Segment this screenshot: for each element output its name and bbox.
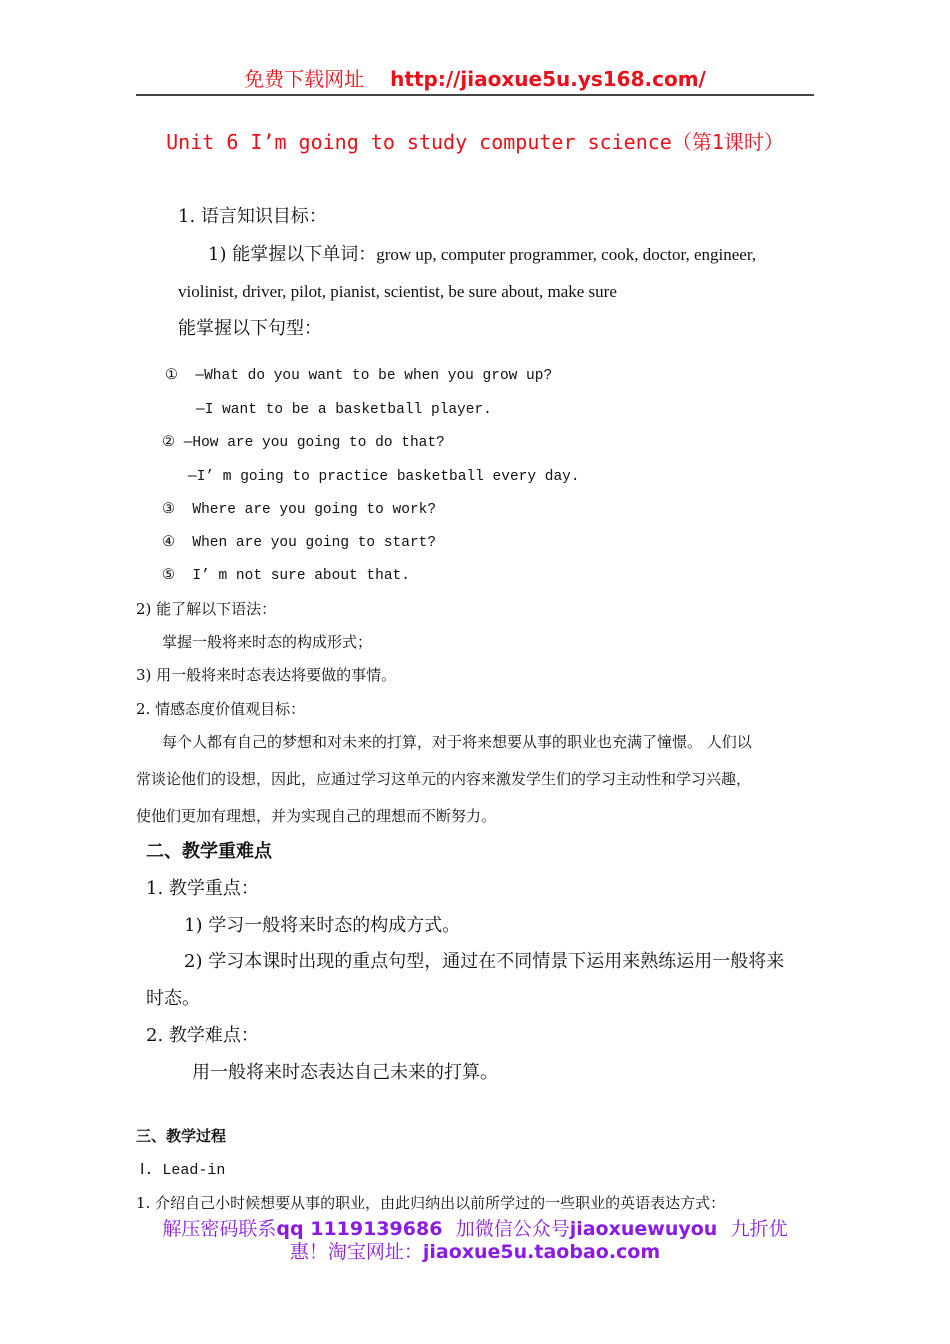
header-url[interactable]: http://jiaoxue5u.ys168.com/ <box>390 67 706 91</box>
use-text: 3) 用一般将来时态表达将要做的事情。 <box>136 666 397 684</box>
grammar-label: 2) 能了解以下语法： <box>136 600 277 618</box>
goal-heading-1: 1. 语言知识目标： <box>178 206 327 227</box>
section-heading-3: 三、教学过程 <box>136 1127 227 1145</box>
key-item-2: 2) 学习本课时出现的重点句型，通过在不同情景下运用来熟练运用一般将来 <box>184 951 785 972</box>
paragraph-line: 使他们更加有理想，并为实现自己的理想而不断努力。 <box>136 807 497 825</box>
sentence-3 <box>162 503 436 518</box>
sentence-text: —I’ m going to practice basketball every day. <box>188 469 580 485</box>
page-title: Unit 6 I’m going to study computer science（第1课时） <box>166 130 784 154</box>
sentence-text: When are you going to start? <box>192 535 437 551</box>
footer-text: 惠！淘宝网址： <box>289 1241 423 1263</box>
goal-heading-2: 2. 情感态度价值观目标： <box>136 700 306 718</box>
footer-text: 加微信公众号 <box>455 1218 570 1240</box>
sentence-text: —I want to be a basketball player. <box>196 402 492 418</box>
vocab-label: 1) 能掌握以下单词： <box>208 244 377 265</box>
header-rule <box>136 94 814 96</box>
sentence-number: ① <box>165 368 178 384</box>
footer-text: 九折优 <box>730 1218 788 1240</box>
sentence-5 <box>162 569 410 584</box>
step-1: 1. 介绍自己小时候想要从事的职业，由此归纳出以前所学过的一些职业的英语表达方式： <box>136 1194 726 1212</box>
key-item-2-cont: 时态。 <box>146 988 200 1009</box>
sentence-2a <box>162 436 445 451</box>
paragraph-line: 常谈论他们的设想，因此，应通过学习这单元的内容来激发学生们的学习主动性和学习兴趣， <box>136 770 752 788</box>
section-heading-2: 二、教学重难点 <box>146 841 272 862</box>
vocab-line-1 <box>208 246 756 264</box>
sentence-number: ② <box>162 435 175 451</box>
sentence-text: I’ m not sure about that. <box>192 568 410 584</box>
footer-wechat: jiaoxuewuyou <box>569 1218 718 1240</box>
sentence-text: —What do you want to be when you grow up? <box>195 368 553 384</box>
sentence-text: —How are you going to do that? <box>183 435 445 451</box>
grammar-text: 掌握一般将来时态的构成形式； <box>162 633 373 651</box>
footer-line-2 <box>0 1243 950 1262</box>
sentence-1b <box>196 403 492 418</box>
footer-line-1 <box>0 1220 950 1239</box>
footer-taobao-url[interactable]: jiaoxue5u.taobao.com <box>422 1241 661 1263</box>
lead-in-heading: Ⅰ. Lead-in <box>140 1162 226 1179</box>
footer-qq: qq 1119139686 <box>276 1218 443 1240</box>
footer-text: 解压密码联系 <box>162 1218 277 1240</box>
difficulty-item: 用一般将来时态表达自己未来的打算。 <box>192 1062 498 1083</box>
sentence-number: ④ <box>162 535 175 551</box>
key-heading: 1. 教学重点： <box>146 878 259 899</box>
sentence-text: Where are you going to work? <box>192 502 437 518</box>
sentence-4 <box>162 536 436 551</box>
sentence-number: ③ <box>162 502 175 518</box>
vocab-words-2: violinist, driver, pilot, pianist, scientist, be sure about, make sure <box>178 282 617 301</box>
sentence-number: ⑤ <box>162 568 175 584</box>
header-label: 免费下载网址 <box>244 67 365 91</box>
header-banner <box>0 69 950 89</box>
difficulty-heading: 2. 教学难点： <box>146 1025 259 1046</box>
sentences-label: 能掌握以下句型： <box>178 318 322 339</box>
sentence-2b <box>188 470 580 485</box>
key-item-1: 1) 学习一般将来时态的构成方式。 <box>184 915 461 936</box>
sentence-1a <box>165 369 552 384</box>
vocab-words-1: grow up, computer programmer, cook, doctor, engineer, <box>376 245 757 264</box>
paragraph-line: 每个人都有自己的梦想和对未来的打算，对于将来想要从事的职业也充满了憧憬。 人们以 <box>162 733 752 751</box>
